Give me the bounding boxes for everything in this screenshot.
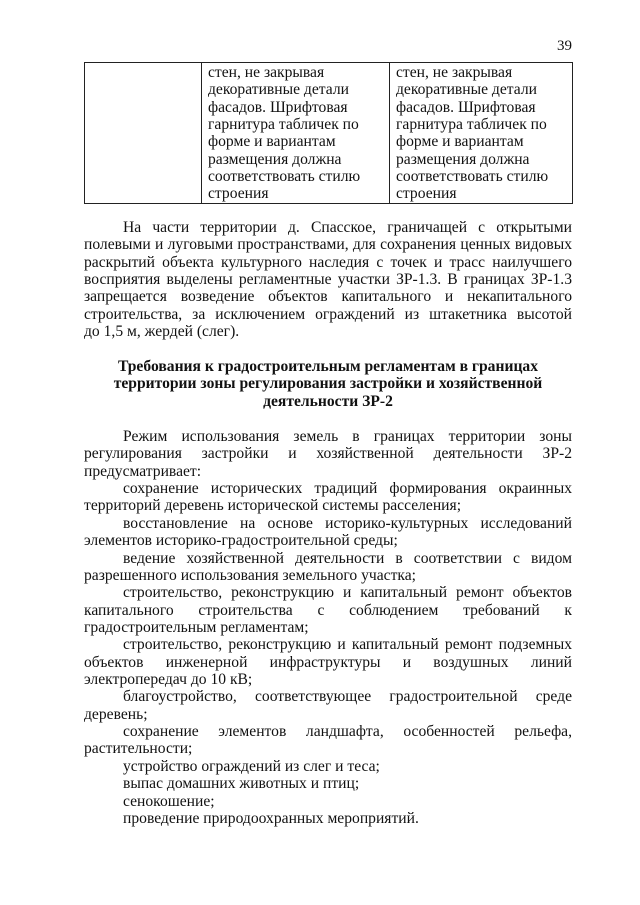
list-item [84, 758, 572, 775]
heading-line: деятельности ЗР-2 [263, 392, 393, 410]
text-line: проведение природоохранных мероприятий. [123, 809, 419, 827]
list-item [84, 723, 572, 758]
text-line: сохранение элементов ландшафта, особенностей рельефа, [123, 723, 572, 741]
heading-line: Требования к градостроительным регламентам в границах [117, 358, 539, 375]
text-line: элементов историко-градостроительной среды; [84, 532, 398, 550]
text-line: запрещается возведение объектов капитального и некапитального [84, 288, 572, 306]
table-cell-line: гарнитура табличек по [208, 116, 359, 134]
text-line: регулирования застройки и хозяйственной деятельности ЗР-2 [84, 445, 572, 463]
text-line: сохранение исторических традиций формирования окраинных [123, 480, 572, 498]
text-line: На части территории д. Спасское, граничащей с открытыми [123, 219, 572, 236]
list-item [84, 480, 572, 515]
text-line: растительности; [84, 740, 193, 758]
text-line: территорий деревень исторической системы расселения; [84, 497, 462, 515]
table-cell-line: строения [208, 185, 269, 203]
table-cell-line: размещения должна [396, 150, 530, 168]
section-body [84, 428, 572, 827]
table-cell-line: фасадов. Шрифтовая [208, 98, 348, 116]
list-item [84, 810, 572, 827]
text-line: строительство, реконструкцию и капитальный ремонт подземных [123, 636, 572, 654]
text-line: выпас домашних животных и птиц; [123, 775, 360, 793]
text-line: строительство, реконструкцию и капитальный ремонт объектов [123, 584, 572, 602]
list-item [84, 550, 572, 585]
table-cell-requirement [202, 63, 390, 204]
text-line: деревень; [84, 705, 148, 723]
list-item [84, 793, 572, 810]
text-line: Режим использования земель в границах территории зоны [123, 428, 572, 445]
text-line: устройство ограждений из слег и теса; [123, 757, 380, 775]
table-cell-line: стен, не закрывая [396, 64, 513, 81]
table-cell-line: соответствовать стилю [396, 168, 549, 186]
table-cell-line: гарнитура табличек по [396, 116, 547, 134]
text-line: строительства, за исключением ограждений из штакетника высотой [84, 305, 572, 323]
page-number: 39 [557, 38, 572, 54]
text-line: объектов инженерной инфраструктуры и воздушных линий [84, 653, 572, 671]
table-cell-line: декоративные детали [396, 81, 537, 99]
table-cell-line: соответствовать стилю [208, 168, 361, 186]
text-line: восстановление на основе историко-культурных исследований [123, 514, 572, 532]
text-line: градостроительным регламентам; [84, 618, 309, 636]
text-line: полевыми и луговыми пространствами, для сохранения ценных видовых [84, 236, 572, 254]
text-line: капитального строительства с соблюдением требований к [84, 601, 572, 619]
list-item [84, 515, 572, 550]
table-cell-line: форме и вариантам [208, 133, 336, 151]
table-cell-line: декоративные детали [208, 81, 349, 99]
requirements-table-continuation [84, 62, 573, 204]
text-line: благоустройство, соответствующее градостроительной среде [123, 688, 572, 706]
list-item [84, 688, 572, 723]
list-item [84, 584, 572, 636]
table-row [85, 63, 573, 204]
table-cell-empty [85, 63, 202, 204]
table-cell-line: стен, не закрывая [208, 64, 325, 81]
table-cell-line: размещения должна [208, 150, 342, 168]
text-line: ведение хозяйственной деятельности в соответствии с видом [123, 549, 572, 567]
text-line: предусматривает: [84, 462, 202, 480]
text-line: до 1,5 м, жердей (слег). [84, 323, 240, 341]
table-cell-line: строения [396, 185, 457, 203]
text-line: восприятия выделены регламентные участки ЗР-1.3. В границах ЗР-1.3 [84, 271, 572, 289]
list-item [84, 775, 572, 792]
intro-sentence [84, 428, 572, 480]
intro-paragraph [84, 219, 572, 341]
text-line: разрешенного использования земельного участка; [84, 566, 417, 584]
table-cell-line: фасадов. Шрифтовая [396, 98, 536, 116]
heading-line: территории зоны регулирования застройки и хозяйственной [113, 375, 543, 393]
list-item [84, 636, 572, 688]
text-line: раскрытий объекта культурного наследия с точек и трасс наилучшего [84, 253, 572, 271]
text-line: электропередач до 10 кВ; [84, 671, 253, 689]
section-heading [84, 358, 572, 410]
text-line: сенокошение; [123, 792, 215, 810]
table-cell-requirement [390, 63, 573, 204]
table-cell-line: форме и вариантам [396, 133, 524, 151]
